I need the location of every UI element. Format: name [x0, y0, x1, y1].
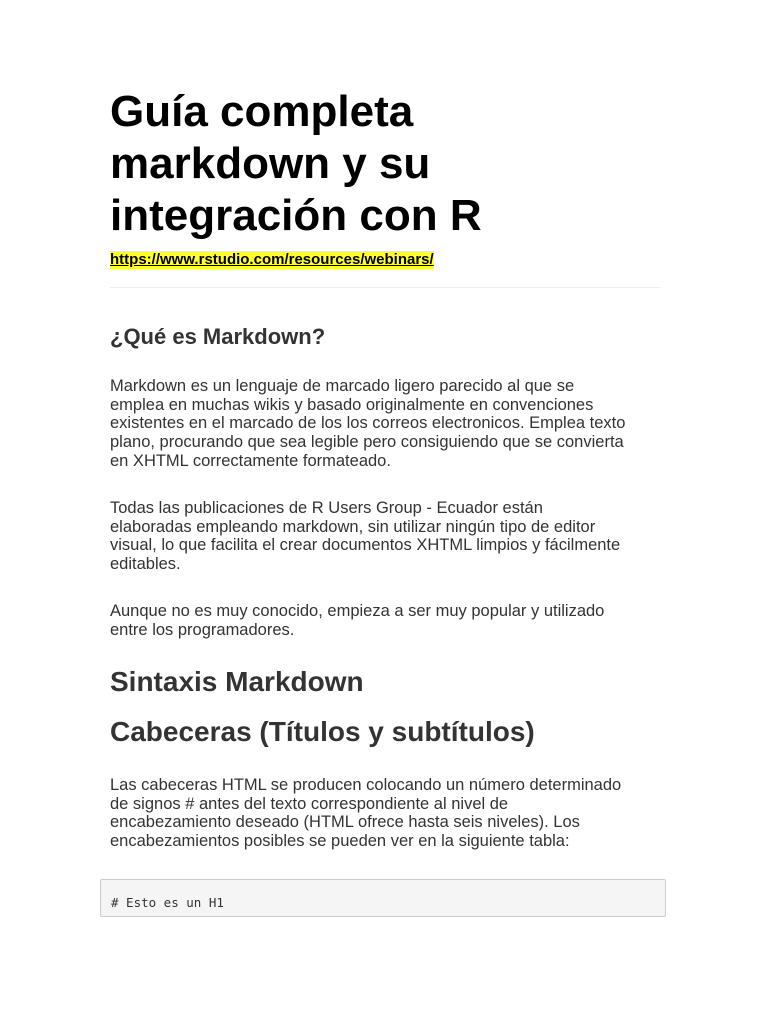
horizontal-divider [110, 287, 660, 288]
paragraph-line: existentes en el marcado de los los correos electronicos. Emplea texto [110, 414, 626, 433]
paragraph-line: Todas las publicaciones de R Users Group - Ecuador están [110, 499, 543, 517]
section-heading-syntax: Sintaxis Markdown [110, 666, 364, 697]
paragraph-line: entre los programadores. [110, 620, 295, 639]
paragraph-line: editables. [110, 555, 181, 574]
paragraph-headers-explanation [110, 776, 660, 851]
code-block [100, 879, 666, 917]
paragraph-rug-ecuador [110, 499, 660, 574]
paragraph-line: de signos # antes del texto correspondiente al nivel de [110, 794, 509, 813]
paragraph-line: encabezamiento deseado (HTML ofrece hasta seis niveles). Los [110, 813, 580, 832]
paragraph-definition [110, 377, 660, 471]
paragraph-line: Las cabeceras HTML se producen colocando un número determinado [110, 776, 622, 794]
paragraph-line: visual, lo que facilita el crear documentos XHTML limpios y fácilmente [110, 536, 621, 555]
paragraph-line: emplea en muchas wikis y basado originalmente en convenciones [110, 395, 594, 414]
paragraph-line: elaboradas empleando markdown, sin utilizar ningún tipo de editor [110, 517, 596, 536]
paragraph-line: encabezamientos posibles se pueden ver en la siguiente tabla: [110, 832, 570, 851]
title-line: Guía completa [110, 87, 414, 136]
subsection-heading-headers: Cabeceras (Títulos y subtítulos) [110, 716, 535, 747]
paragraph-line: Markdown es un lenguaje de marcado ligero parecido al que se [110, 377, 575, 395]
paragraph-line: Aunque no es muy conocido, empieza a ser muy popular y utilizado [110, 602, 605, 620]
document-title [110, 86, 660, 242]
title-line: markdown y su [110, 139, 431, 188]
code-line: # Esto es un H1 [111, 895, 224, 910]
title-line: integración con R [110, 191, 482, 240]
section-heading-what-is-markdown: ¿Qué es Markdown? [110, 324, 326, 349]
paragraph-popularity [110, 602, 660, 639]
paragraph-line: en XHTML correctamente formateado. [110, 451, 391, 470]
webinars-link[interactable]: https://www.rstudio.com/resources/webinars/ [110, 251, 434, 268]
paragraph-line: plano, procurando que sea legible pero consiguiendo que se convierta [110, 433, 624, 452]
